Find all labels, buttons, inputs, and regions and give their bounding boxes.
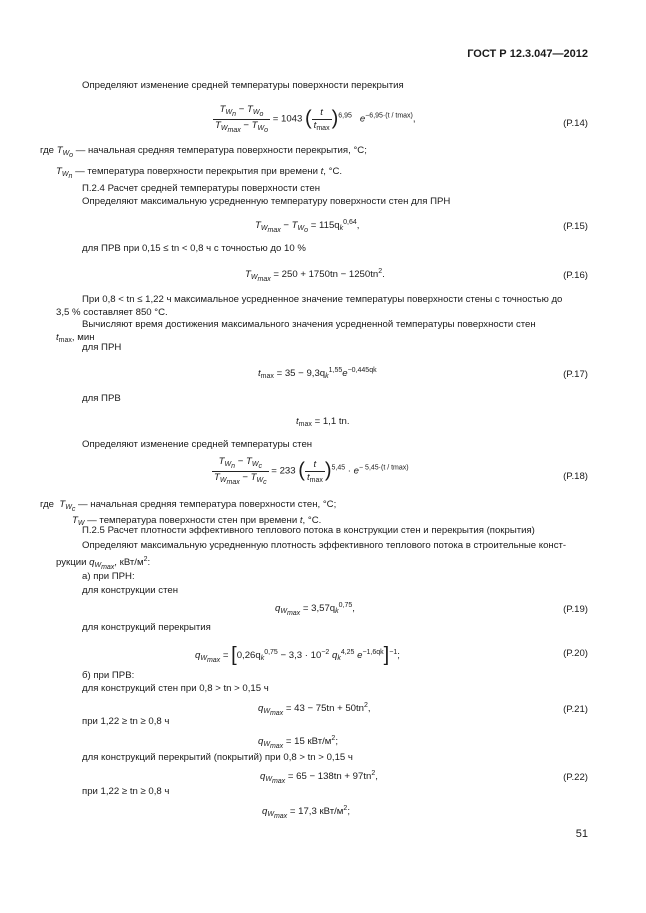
text-line: Вычисляют время достижения максимального значения усредненной температуры поверхности стен <box>82 319 536 330</box>
page-number: 51 <box>575 828 588 840</box>
text-line: Определяют максимальную усредненную плотность эффективного теплового потока в строительные конст- <box>82 540 567 551</box>
document-header: ГОСТ Р 12.3.047—2012 <box>467 48 588 60</box>
list-item: а) при ПРН: <box>82 571 135 582</box>
text-line: Определяют максимальную усредненную температуру поверхности стен для ПРН <box>82 196 451 207</box>
equation-p14: $\frac{T_{Wn} - T_{Wo}}{T_{Wmax} - T_{Wo}}$ = 1043 ( $\frac{t}{t_{max}}$ )$^{6,95}$ $e^{-6,95\cdot(t / tmax)}$, <box>215 104 416 134</box>
text-line: $t_{max}$, мин <box>56 332 95 344</box>
text-line: 3,5 % составляет 850 °C. <box>56 307 168 318</box>
text-line: $T_{Wn}$ — температура поверхности перекрытия при времени t, °C. <box>56 166 343 180</box>
text-line: для конструкций стен при 0,8 > tn > 0,15 ч <box>82 683 269 694</box>
equation-number: (P.15) <box>563 221 588 232</box>
equation-number: (P.18) <box>563 471 588 482</box>
text-line: при 1,22 ≥ tn ≥ 0,8 ч <box>82 786 170 797</box>
equation-number: (P.21) <box>563 704 588 715</box>
text-line: Определяют изменение средней температуры поверхности перекрытия <box>82 80 404 91</box>
section-heading: П.2.5 Расчет плотности эффективного теплового потока в конструкции стен и перекрытия (покрытия) <box>82 525 535 536</box>
text-line: при 1,22 ≥ tn ≥ 0,8 ч <box>82 716 170 727</box>
equation-p19: $q_{Wmax} = 3,57q_k^{0,75}$, <box>275 602 355 617</box>
equation-number: (P.19) <box>563 604 588 615</box>
text-line: где $T_{Wo}$ — начальная средняя температура поверхности перекрытия, °C; <box>40 145 367 159</box>
equation-p17-prv: $t_{max} = 1,1$ tn. <box>296 416 350 428</box>
section-heading: П.2.4 Расчет средней температуры поверхности стен <box>82 183 320 194</box>
text-line: рукции $q_{Wmax}$, кВт/$м^2$: <box>56 556 151 571</box>
equation-p22-alt: $q_{Wmax} = 17,3$ кВт/$м^2$; <box>262 805 350 820</box>
text-line: для конструкций перекрытия <box>82 622 211 633</box>
text-line: для конструкций перекрытий (покрытий) при 0,8 > tn > 0,15 ч <box>82 752 353 763</box>
equation-number: (P.22) <box>563 772 588 783</box>
equation-number: (P.17) <box>563 369 588 380</box>
equation-p21: $q_{Wmax} = 43 - 75tn + 50tn^2$, <box>258 702 371 717</box>
list-item: б) при ПРВ: <box>82 670 135 681</box>
equation-p18: $\frac{T_{Wn} - T_{Wc}}{T_{Wmax} - T_{Wc}}$ = 233 ( $\frac{t}{t_{max}}$ )$^{5,45} \cdot e^{- 5,45\cdot(t / tmax)}$ <box>214 456 409 486</box>
equation-p20: $q_{Wmax} = [0,26q_k^{0,75} - 3,3 \cdot 10^{-2}$ $q_k^{4,25}$ $e^{-1,6qk}]^{-1}$; <box>195 644 400 666</box>
equation-number: (P.20) <box>563 648 588 659</box>
text-line: для конструкции стен <box>82 585 179 596</box>
equation-p16: $T_{Wmax} = 250 + 1750tn - 1250tn^2$. <box>245 268 385 283</box>
equation-p15: $T_{Wmax} - T_{Wo} = 115q_k^{0,64}$, <box>255 219 360 234</box>
text-line: для ПРВ при 0,15 ≤ tn < 0,8 ч с точностью до 10 % <box>82 243 306 254</box>
text-line: где $T_{Wc}$ — начальная средняя температура поверхности стен, °C; <box>40 499 337 513</box>
text-line: Определяют изменение средней температуры стен <box>82 439 313 450</box>
equation-number: (P.14) <box>563 118 588 129</box>
equation-p22: $q_{Wmax} = 65 - 138tn + 97tn^2$, <box>260 770 378 785</box>
equation-number: (P.16) <box>563 270 588 281</box>
text-line: При 0,8 < tn ≤ 1,22 ч максимальное усредненное значение температуры поверхности стены с точностью до <box>82 294 563 305</box>
equation-p21-alt: $q_{Wmax} = 15$ кВт/$м^2$; <box>258 735 338 750</box>
text-line: $T_W$ — температура поверхности стен при времени t, °C. <box>72 515 322 527</box>
equation-p17: $t_{max} = 35 - 9,3q_k^{1,55}e^{-0,445qk}$ <box>258 367 377 380</box>
text-line: для ПРН <box>82 342 122 353</box>
text-line: для ПРВ <box>82 393 121 404</box>
